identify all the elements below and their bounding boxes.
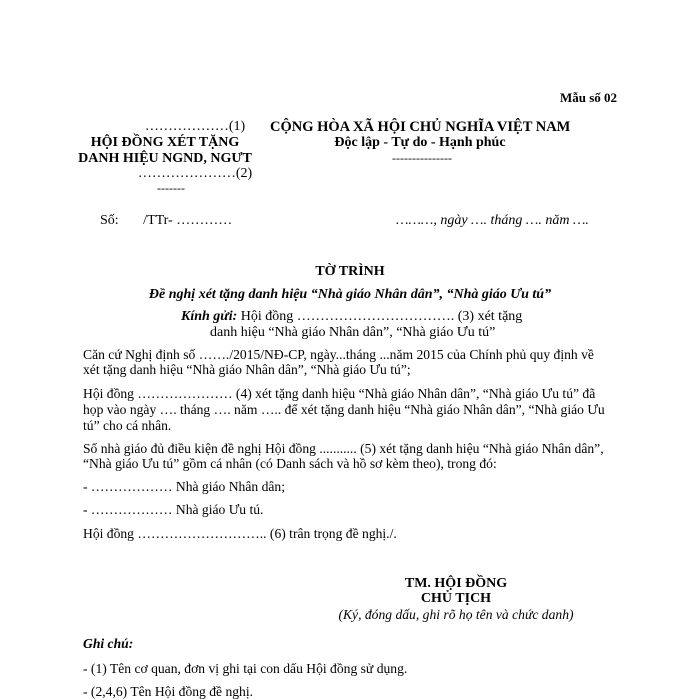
- body-paragraph-1-line-2: xét tặng danh hiệu “Nhà giáo Nhân dân”, “Nhà giáo Ưu tú”;: [83, 362, 411, 377]
- list-item: - ……………… Nhà giáo Ưu tú.: [83, 502, 264, 517]
- body-paragraph-2-line-2: họp vào ngày …. tháng …. năm ….. để xét tặng danh hiệu “Nhà giáo Nhân dân”, “Nhà giáo Ưu: [83, 402, 605, 417]
- recipient-label: Kính gửi:: [181, 309, 238, 324]
- document-date: ………, ngày …. tháng …. năm ….: [396, 213, 589, 228]
- document-number: Số: /TTr- …………: [100, 213, 233, 228]
- body-paragraph-2-line-1: Hội đồng ………………… (4) xét tặng danh hiệu “Nhà giáo Nhân dân”, “Nhà giáo Ưu tú” đã: [83, 386, 596, 401]
- notes-heading: Ghi chú:: [83, 636, 134, 651]
- council-name-line2: DANH HIỆU NGND, NGƯT: [78, 151, 252, 166]
- recipient-line2: danh hiệu “Nhà giáo Nhân dân”, “Nhà giáo Ưu tú”: [210, 325, 496, 340]
- signature-instruction: (Ký, đóng dấu, ghi rõ họ tên và chức danh): [338, 607, 574, 622]
- right-header-rule: ---------------: [392, 151, 452, 165]
- form-code: Mẫu số 02: [559, 90, 617, 105]
- signature-title: TM. HỘI ĐỒNG: [404, 576, 508, 591]
- note-item: - (1) Tên cơ quan, đơn vị ghi tại con dấu Hội đồng sử dụng.: [83, 661, 408, 676]
- council-placeholder: …………………(2): [137, 166, 253, 181]
- signature-position: CHỦ TỊCH: [420, 591, 492, 606]
- body-paragraph-3-line-2: “Nhà giáo Ưu tú” gồm cá nhân (có Danh sách và hồ sơ kèm theo), trong đó:: [83, 456, 497, 471]
- national-motto: Độc lập - Tự do - Hạnh phúc: [334, 135, 506, 150]
- note-item: - (2,4,6) Tên Hội đồng đề nghị.: [83, 684, 254, 699]
- left-header-rule: -------: [157, 181, 185, 195]
- council-name-line1: HỘI ĐỒNG XÉT TẶNG: [90, 135, 240, 150]
- recipient-line1: [181, 309, 522, 325]
- document-title: TỜ TRÌNH: [315, 264, 385, 279]
- country-name: CỘNG HÒA XÃ HỘI CHỦ NGHĨA VIỆT NAM: [270, 119, 571, 135]
- document-subtitle: Đề nghị xét tặng danh hiệu “Nhà giáo Nhân dân”, “Nhà giáo Ưu tú”: [148, 287, 552, 302]
- recipient-council: Hội đồng ……………………………. (3) xét tặng: [240, 309, 523, 324]
- list-item: - ……………… Nhà giáo Nhân dân;: [83, 479, 285, 494]
- body-paragraph-2-line-3: tú” cho cá nhân.: [83, 418, 172, 433]
- body-paragraph-1-line-1: Căn cứ Nghị định số ……./2015/NĐ-CP, ngày...tháng ...năm 2015 của Chính phủ quy định về: [83, 347, 594, 362]
- body-paragraph-3-line-1: Số nhà giáo đủ điều kiện đề nghị Hội đồng ........... (5) xét tặng danh hiệu “Nhà giáo Nhân dân”,: [83, 441, 604, 456]
- body-closing: Hội đồng ……………………….. (6) trân trọng đề nghị./.: [83, 526, 397, 541]
- agency-placeholder: ………………(1): [144, 119, 246, 134]
